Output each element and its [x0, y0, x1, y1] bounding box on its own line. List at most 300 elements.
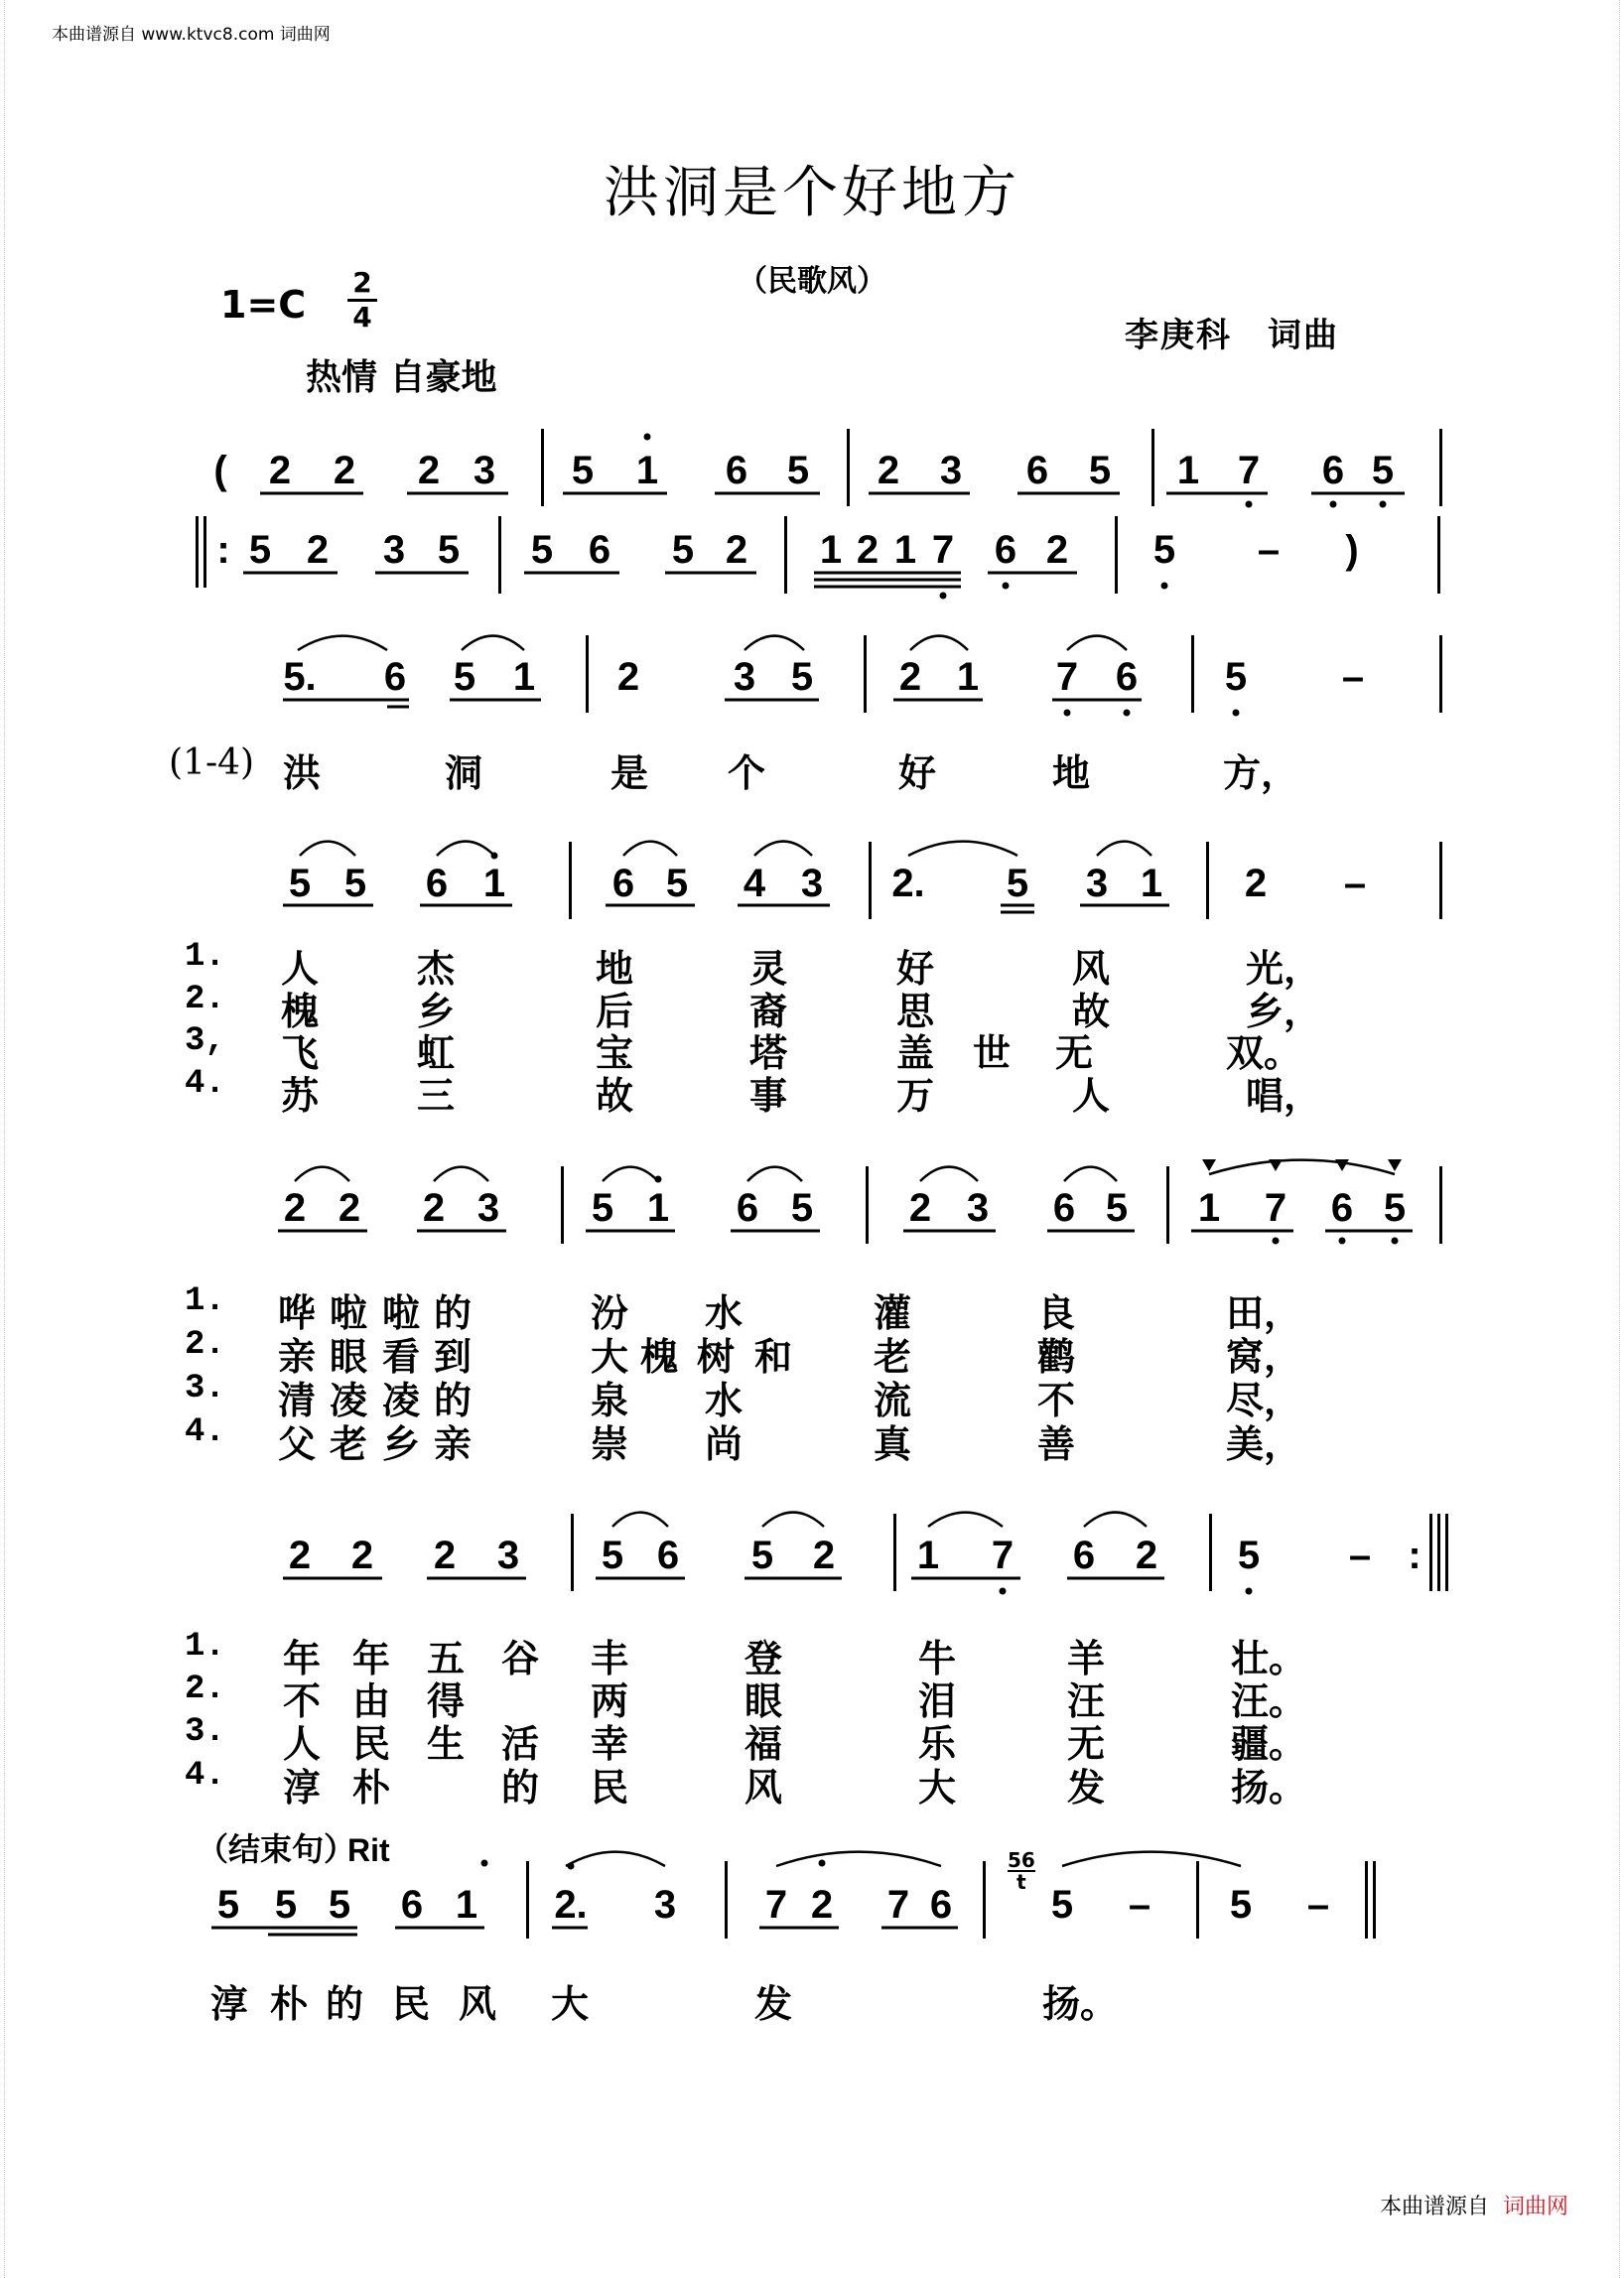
verse-number: 2.: [185, 1671, 225, 1708]
slur: [623, 842, 677, 856]
accent-mark: [1202, 1159, 1216, 1171]
lyric-syllable: 风: [744, 1765, 783, 1809]
lyric-syllable: 飞: [281, 1030, 320, 1075]
lyric-syllable: 生: [427, 1721, 466, 1766]
lyric-syllable: 乡，: [1246, 989, 1322, 1033]
row1-note: 1: [635, 449, 659, 492]
lyric-syllable: 人: [283, 1721, 322, 1766]
lyric-syllable: 的: [434, 1290, 473, 1335]
lyric-syllable: 大: [551, 1981, 590, 2026]
verse-number: 1.: [185, 1282, 225, 1320]
lyric-syllable: 和: [754, 1334, 793, 1379]
lyric-syllable: 发: [754, 1981, 793, 2026]
row5-note: 5: [1383, 1186, 1407, 1230]
row1-note: 2: [417, 449, 441, 492]
slur: [744, 636, 804, 650]
slur: [612, 1513, 668, 1527]
row7-note: 7: [886, 1883, 910, 1927]
row2-note: 2: [1045, 528, 1069, 572]
lyric-syllable: 朴: [352, 1765, 391, 1809]
slur: [908, 842, 1017, 856]
row2-note: 6: [588, 528, 611, 572]
low-dot: [1000, 1588, 1007, 1595]
lyric-syllable: 泉: [591, 1378, 629, 1422]
lyric-syllable: 槐: [281, 989, 320, 1033]
accent-mark: [1269, 1159, 1283, 1171]
low-dot: [1124, 710, 1131, 717]
slur: [437, 842, 494, 856]
verse-number: 3.: [185, 1370, 225, 1407]
slur: [910, 636, 968, 650]
row2-note: 3: [382, 528, 406, 572]
row1-note: 6: [1321, 449, 1345, 492]
high-dot: [481, 1860, 488, 1867]
row6-note: 2: [288, 1534, 312, 1577]
row7-note: 2: [810, 1883, 834, 1927]
lyric-syllable: 到: [434, 1334, 473, 1379]
lyric-syllable: 泪: [918, 1678, 957, 1723]
row3-note: 7: [1055, 655, 1079, 699]
lyric-syllable: 年: [352, 1636, 391, 1680]
lyric-syllable: 塔: [749, 1030, 788, 1075]
lyric-syllable: 真: [874, 1421, 912, 1466]
fermata-dot: [568, 1863, 575, 1870]
row1-note: 6: [725, 449, 748, 492]
lyric-syllable: 光，: [1246, 946, 1322, 991]
row2-note: 1: [893, 528, 917, 572]
lyric-syllable: 善: [1037, 1421, 1076, 1466]
lyric-syllable: 乐: [918, 1721, 957, 1766]
lyric-syllable: 民: [352, 1721, 391, 1766]
row5-note: 6: [1052, 1186, 1076, 1230]
slur: [928, 1513, 1003, 1527]
row1-note: 3: [939, 449, 963, 492]
lyric-syllable: 灵: [749, 946, 788, 991]
row6-note: 5: [750, 1534, 774, 1577]
lyric-syllable: 幸: [591, 1721, 629, 1766]
lyric-syllable: 地: [1052, 750, 1091, 795]
lyric-syllable: 田，: [1226, 1290, 1302, 1335]
lyric-syllable: 凌: [330, 1378, 368, 1422]
row1-note: 5: [786, 449, 810, 492]
lyric-syllable: 不: [283, 1678, 322, 1723]
lyric-syllable: 大: [918, 1765, 957, 1809]
slur: [1067, 636, 1127, 650]
row6-note: 2: [1135, 1534, 1158, 1577]
lyric-syllable: 壮。: [1231, 1636, 1307, 1680]
row6-note: 2: [812, 1534, 836, 1577]
verse-range-label: (1-4): [169, 742, 255, 783]
row2-note: 2: [306, 528, 330, 572]
lyric-syllable: 汾: [591, 1290, 629, 1335]
row1-note: 5: [1371, 449, 1395, 492]
lyric-syllable: 槐: [640, 1334, 679, 1379]
row6-note: 6: [656, 1534, 680, 1577]
lyric-syllable: 凌: [382, 1378, 421, 1422]
row6-note: 6: [1072, 1534, 1096, 1577]
row3-note: 5: [1224, 655, 1248, 699]
lyric-syllable: 乡: [417, 989, 456, 1033]
row3-note: 1: [512, 655, 536, 699]
lyric-syllable: 乡: [382, 1421, 421, 1466]
row6-note: 5: [601, 1534, 624, 1577]
row7-note: 5: [1229, 1883, 1253, 1927]
repeat-dots: :: [216, 528, 230, 572]
lyric-syllable: 得: [427, 1678, 466, 1723]
footer-source: 本曲谱源自: [1379, 2195, 1489, 2219]
row6-note: 2: [433, 1534, 457, 1577]
lyric-syllable: 后: [596, 989, 634, 1033]
lyric-syllable: 世: [973, 1030, 1012, 1075]
lyric-syllable: 思: [896, 989, 935, 1033]
lyric-syllable: 眼: [744, 1678, 783, 1723]
lyric-syllable: 汪: [1067, 1678, 1106, 1723]
row2-note: 2: [725, 528, 748, 572]
lyric-syllable: 故: [1072, 989, 1111, 1033]
high-dot: [644, 434, 651, 441]
row4-note: 5: [1006, 862, 1029, 905]
row4-note: 3: [1085, 862, 1109, 905]
row2-note: 2: [856, 528, 880, 572]
lyric-syllable: 地: [596, 946, 634, 991]
row7-note: 6: [400, 1883, 424, 1927]
lyric-syllable: 羊: [1067, 1636, 1106, 1680]
row5-note: 2: [283, 1186, 307, 1230]
low-dot: [1064, 710, 1071, 717]
verse-number: 4.: [185, 1413, 225, 1451]
row4-note: 4: [743, 862, 766, 905]
row4-note: 5: [343, 862, 367, 905]
row2-note: 5: [437, 528, 461, 572]
row1-note: 3: [473, 449, 496, 492]
row2-note: 5: [1152, 528, 1176, 572]
lyric-syllable: 父: [278, 1421, 317, 1466]
lyric-syllable: 风: [1072, 946, 1111, 991]
lyric-syllable: 啦: [382, 1290, 421, 1335]
row2-note: ): [1345, 528, 1359, 572]
row2-note: 5: [248, 528, 272, 572]
lyric-syllable: 万: [896, 1073, 935, 1118]
lyric-syllable: 民: [392, 1981, 431, 2026]
author: 李庚科 词曲: [1125, 316, 1339, 355]
lyric-syllable: 洞: [445, 750, 483, 795]
row2-note: 5: [671, 528, 695, 572]
lyric-syllable: 水: [705, 1378, 744, 1422]
low-dot: [1003, 583, 1010, 590]
verse-number: 3,: [185, 1022, 225, 1060]
lyric-syllable: 两: [591, 1678, 629, 1723]
lyric-syllable: 眼: [330, 1334, 368, 1379]
row6-note: 7: [991, 1534, 1015, 1577]
lyric-syllable: 窝，: [1226, 1334, 1302, 1379]
lyric-syllable: 扬。: [1042, 1981, 1119, 2026]
row5-note: 5: [1105, 1186, 1129, 1230]
lyric-syllable: 五: [427, 1636, 466, 1680]
row5-note: 7: [1264, 1186, 1287, 1230]
slur: [295, 1167, 349, 1181]
lyric-syllable: 无: [1055, 1030, 1094, 1075]
lyric-syllable: 亲: [434, 1421, 473, 1466]
row1-note: 5: [571, 449, 595, 492]
key-signature: 1=C: [220, 283, 307, 327]
row3-note: –: [1341, 655, 1365, 699]
low-dot: [1161, 583, 1168, 590]
meter-bottom: 4: [352, 301, 372, 334]
slur: [920, 1167, 978, 1181]
slur: [566, 1852, 665, 1866]
slur: [1062, 1852, 1241, 1866]
row2-note: 7: [931, 528, 955, 572]
row7-note: 2.: [554, 1883, 588, 1927]
verse-number: 1.: [185, 938, 225, 976]
high-dot: [655, 1176, 662, 1183]
lyric-syllable: 裔: [749, 989, 788, 1033]
row6-note: 5: [1237, 1534, 1261, 1577]
row2-note: 6: [994, 528, 1017, 572]
coda-meter-bottom: t: [1008, 1870, 1035, 1892]
lyric-syllable: 扬。: [1231, 1765, 1307, 1809]
row5-note: 6: [736, 1186, 759, 1230]
lyric-syllable: 丰: [591, 1636, 629, 1680]
lyric-syllable: 福: [744, 1721, 783, 1766]
lyric-syllable: 虹: [417, 1030, 456, 1075]
accent-mark: [1335, 1159, 1349, 1171]
lyric-syllable: 亲: [278, 1334, 317, 1379]
row4-note: 6: [425, 862, 449, 905]
lyric-syllable: 事: [749, 1073, 788, 1118]
row2-note: 5: [530, 528, 554, 572]
slur: [1084, 1513, 1147, 1527]
row2-note: 1: [819, 528, 843, 572]
row5-note: 3: [966, 1186, 990, 1230]
verse-number: 4.: [185, 1757, 225, 1795]
row5-note: 1: [646, 1186, 670, 1230]
row1-note: 6: [1025, 449, 1049, 492]
lyric-syllable: 淳: [210, 1981, 249, 2026]
row6-note: 2: [350, 1534, 374, 1577]
lyric-syllable: 好: [896, 946, 935, 991]
low-dot: [1330, 501, 1337, 508]
lyric-syllable: 汪。: [1231, 1678, 1307, 1723]
lyric-syllable: 年: [283, 1636, 322, 1680]
row7-note: 5: [1050, 1883, 1074, 1927]
row7-note: 5: [216, 1883, 240, 1927]
lyric-syllable: 水: [705, 1290, 744, 1335]
verse-number: 1.: [185, 1628, 225, 1666]
row3-note: 3: [733, 655, 756, 699]
row3-note: 5.: [283, 655, 317, 699]
lyric-syllable: 的: [501, 1765, 540, 1809]
row4-note: 2: [1244, 862, 1268, 905]
row6-note: –: [1348, 1534, 1372, 1577]
row4-note: 3: [800, 862, 824, 905]
row6-note: 1: [916, 1534, 940, 1577]
lyric-syllable: 老: [874, 1334, 912, 1379]
lyric-syllable: 方，: [1223, 750, 1299, 795]
slur: [462, 636, 524, 650]
lyric-syllable: 无: [1067, 1721, 1106, 1766]
lyric-syllable: 牛: [918, 1636, 957, 1680]
lyric-syllable: 民: [591, 1765, 629, 1809]
high-dot: [491, 853, 498, 860]
coda-meter-top: 56: [1008, 1848, 1035, 1872]
lyric-syllable: 哗: [278, 1290, 317, 1335]
high-dot: [819, 1860, 826, 1867]
song-title: 洪洞是个好地方: [604, 161, 1020, 225]
lyric-syllable: 苏: [281, 1073, 320, 1118]
lyric-syllable: 良: [1037, 1290, 1076, 1335]
lyric-syllable: 风: [459, 1981, 497, 2026]
lyric-syllable: 清: [278, 1378, 317, 1422]
lyric-syllable: 老: [330, 1421, 368, 1466]
row1-note: 2: [877, 449, 900, 492]
row4-note: 1: [482, 862, 506, 905]
source-header: 本曲谱源自 www.ktvc8.com 词曲网: [52, 25, 331, 45]
lyric-syllable: 由: [352, 1678, 391, 1723]
low-dot: [1246, 1588, 1253, 1595]
lyric-syllable: 双。: [1226, 1030, 1302, 1075]
slur: [776, 1852, 941, 1866]
row5-note: 6: [1330, 1186, 1354, 1230]
row4-note: 5: [665, 862, 689, 905]
row4-note: 6: [611, 862, 635, 905]
row6-note: 3: [496, 1534, 520, 1577]
song-subtitle: （民歌风）: [738, 264, 886, 299]
slur: [298, 636, 387, 650]
lyric-syllable: 人: [1072, 1073, 1111, 1118]
low-dot: [1233, 710, 1240, 717]
row3-note: 6: [383, 655, 407, 699]
lyric-syllable: 唱，: [1246, 1073, 1322, 1118]
lyric-syllable: 尚: [705, 1421, 744, 1466]
accent-mark: [1388, 1159, 1402, 1171]
lyric-syllable: 鹳: [1037, 1334, 1076, 1379]
row4-note: 5: [288, 862, 312, 905]
row1-note: 1: [1176, 449, 1200, 492]
lyric-syllable: 登: [744, 1636, 783, 1680]
row7-note: 5: [328, 1883, 351, 1927]
row7-note: –: [1306, 1883, 1330, 1927]
row7-note: 3: [653, 1883, 677, 1927]
lyric-syllable: 个: [728, 750, 766, 795]
low-dot: [1380, 501, 1387, 508]
slur: [1064, 1167, 1117, 1181]
row3-note: 5: [790, 655, 814, 699]
lyric-syllable: 的: [434, 1378, 473, 1422]
row3-note: 2: [616, 655, 640, 699]
verse-number: 3.: [185, 1713, 225, 1751]
verse-number: 4.: [185, 1065, 225, 1103]
row7-note: 6: [929, 1883, 953, 1927]
low-dot: [1392, 1238, 1399, 1245]
row5-note: 2: [908, 1186, 932, 1230]
lyric-syllable: 的: [326, 1981, 364, 2026]
footer-site: 词曲网: [1502, 2195, 1568, 2219]
tempo-marking: 热情 自豪地: [306, 357, 497, 398]
lyric-syllable: 崇: [591, 1421, 629, 1466]
low-dot: [1246, 501, 1253, 508]
row4-note: 2.: [891, 862, 925, 905]
slur: [747, 1167, 802, 1181]
row1-note: 5: [1088, 449, 1112, 492]
row3-note: 2: [898, 655, 922, 699]
lyric-syllable: 发: [1067, 1765, 1106, 1809]
lyric-syllable: 杰: [417, 946, 456, 991]
row7-note: –: [1128, 1883, 1151, 1927]
low-dot: [1339, 1238, 1346, 1245]
row7-note: 7: [764, 1883, 788, 1927]
row3-note: 6: [1115, 655, 1139, 699]
lyric-syllable: 好: [898, 750, 937, 795]
slur: [603, 1167, 658, 1181]
open-paren: (: [213, 449, 227, 492]
coda-label: （结束句）: [197, 1830, 356, 1868]
lyric-syllable: 三: [417, 1073, 456, 1118]
row5-note: 2: [338, 1186, 361, 1230]
slur: [754, 842, 812, 856]
lyric-syllable: 是: [610, 750, 649, 795]
row1-note: 2: [268, 449, 292, 492]
row1-note: 2: [333, 449, 356, 492]
row7-note: 5: [274, 1883, 298, 1927]
ritardando-mark: Rit: [347, 1832, 390, 1868]
lyric-syllable: 活: [501, 1721, 540, 1766]
lyric-syllable: 树: [697, 1334, 736, 1379]
lyric-syllable: 洪: [283, 750, 322, 795]
lyric-syllable: 谷: [501, 1636, 540, 1680]
row4-note: 1: [1140, 862, 1163, 905]
lyric-syllable: 流: [874, 1378, 912, 1422]
lyric-syllable: 疆。: [1231, 1721, 1307, 1766]
low-dot: [1273, 1238, 1280, 1245]
lyric-syllable: 宝: [596, 1030, 634, 1075]
row5-note: 5: [790, 1186, 814, 1230]
lyric-syllable: 人: [281, 946, 320, 991]
row5-note: 1: [1197, 1186, 1221, 1230]
lyric-syllable: 不: [1037, 1378, 1076, 1422]
lyric-syllable: 故: [596, 1073, 634, 1118]
slur: [300, 842, 355, 856]
lyric-syllable: 美，: [1226, 1421, 1302, 1466]
row4-note: –: [1343, 862, 1367, 905]
lyric-syllable: 看: [382, 1334, 421, 1379]
row1-note: 7: [1237, 449, 1261, 492]
row5-note: 2: [422, 1186, 446, 1230]
row5-note: 5: [591, 1186, 614, 1230]
lyric-syllable: 尽，: [1226, 1378, 1302, 1422]
meter-top: 2: [352, 266, 372, 299]
lyric-syllable: 淳: [283, 1765, 322, 1809]
row3-note: 5: [453, 655, 476, 699]
row2-note: –: [1257, 528, 1281, 572]
lyric-syllable: 灌: [874, 1290, 912, 1335]
low-dot: [940, 593, 947, 600]
lyric-syllable: 朴: [270, 1981, 309, 2026]
row7-note: 1: [455, 1883, 478, 1927]
verse-number: 2.: [185, 1326, 225, 1364]
slur: [762, 1513, 824, 1527]
row6-note: :: [1408, 1534, 1421, 1577]
slur: [1097, 842, 1151, 856]
row3-note: 1: [956, 655, 980, 699]
lyric-syllable: 盖: [896, 1030, 935, 1075]
slur: [1209, 1160, 1395, 1174]
lyric-syllable: 大: [591, 1334, 629, 1379]
slur: [434, 1167, 488, 1181]
lyric-syllable: 啦: [330, 1290, 368, 1335]
verse-number: 2.: [185, 981, 225, 1018]
row5-note: 3: [476, 1186, 500, 1230]
